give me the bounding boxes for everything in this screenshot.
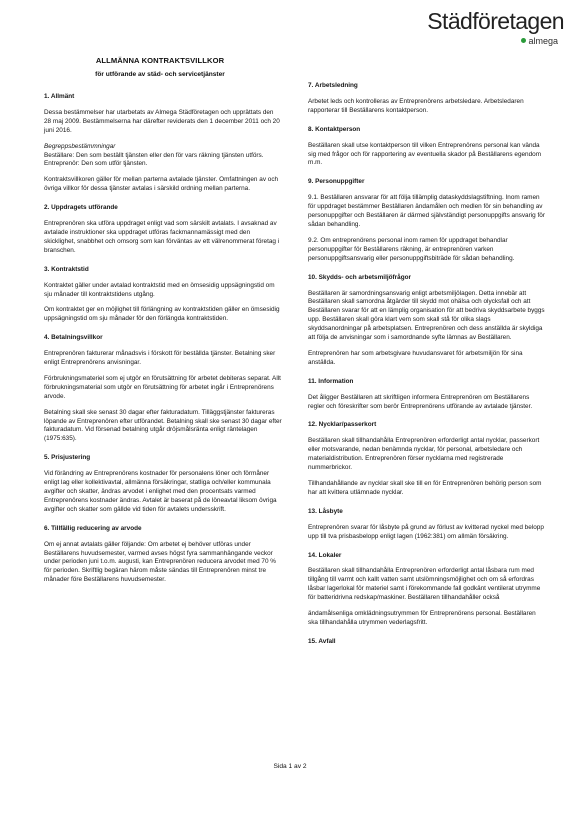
section-heading: 1. Allmänt (44, 93, 75, 100)
document-subtitle: för utförande av städ- och servicetjänster (95, 71, 225, 78)
section-paragraph: Om kontraktet ger en möjlighet till förlängning av kontraktstiden gäller en ömsesidig uppsägningstid om sju månader för den förlängda kontraktstiden. (44, 306, 280, 323)
section-paragraph: Det åligger Beställaren att skriftligen informera Entreprenören om Beställarens regler och föreskrifter som berör Entreprenörens utförande av avtalade tjänster. (308, 393, 533, 410)
section-paragraph: Entreprenören fakturerar månadsvis i förskott för beställda tjänster. Betalning sker enligt Entreprenörens anvisningar. (44, 350, 276, 367)
definition-line: Beställare: Den som beställt tjänsten eller den för vars räkning tjänsten utförs. (44, 151, 264, 159)
definitions-block (44, 143, 282, 170)
definition-line: Entreprenör: Den som utför tjänsten. (44, 160, 148, 168)
section-heading: 15. Avfall (308, 637, 336, 645)
section-heading: 8. Kontaktperson (308, 125, 361, 133)
company-logo (404, 8, 564, 52)
section-paragraph: Beställaren skall tillhandahålla Entreprenören erforderligt antal nycklar, passerkort eller motsvarande, nedan benämnda nycklar, för personal, arbetsledare och materialdistribution. Entreprenören förser nycklarna med registrerade nummerbrickor. (308, 437, 540, 472)
section-paragraph: ändamålsenliga omklädningsutrymmen för Entreprenörens personal. Beställaren ska tillhandahålla utrymmen vederlagsfritt. (308, 610, 536, 626)
section-paragraph: Entreprenören ska utföra uppdraget enligt vad som särskilt avtalats. I avsaknad av avtalade instruktioner ska uppdraget utföras fackmannamässigt med den skicklighet, snabbhet och omsorg som kan förväntas av ett välrenommerat företag i branschen. (44, 220, 280, 254)
section-heading: 7. Arbetsledning (308, 82, 358, 89)
section-heading: 12. Nycklar/passerkort (308, 421, 377, 429)
definitions-title: Begreppsbestämmningar (44, 142, 116, 150)
section-heading: 14. Lokaler (308, 551, 342, 559)
section-paragraph: Beställaren skall utse kontaktperson till vilken Entreprenörens personal kan vända sig med frågor och för rapportering av eventuella skador på Beställarens egendom m.m. (308, 141, 542, 167)
section-paragraph: Om ej annat avtalats gäller följande: Om arbetet ej behöver utföras under Beställarens huvudsemester, varmed avses högst fyra sammanhängande veckor under perioden juni t.o.m. augusti, kan Entreprenören reducera arvodet med 70 % för perioden. Skriftlig begäran härom måste sändas till Entreprenören minst tre månader före Beställarens huvudsemester. (44, 540, 276, 584)
logo-sub-label: almega (528, 36, 558, 46)
logo-wordmark: Städföretagen (427, 8, 564, 34)
section-heading: 13. Låsbyte (308, 507, 343, 515)
section-paragraph: Dessa bestämmelser har utarbetats av Almega Städföretagen och upprättats den 28 maj 2009. Bestämmelserna har därefter reviderats den 1 december 2011 och 20 juni 2016. (44, 108, 280, 134)
section-paragraph: Vid förändring av Entreprenörens kostnader för personalens löner och förmåner enligt lag eller kollektivavtal, allmänna försäkringar, statliga och/eller kommunala avgifter och skatter, ändras arvodet i enlighet med den procentsats varmed Entreprenörens kostnader ändras. Avtalet är baserat på de löneavtal liksom övriga avgifter och skatter som gällde vid tiden för avtalets undersskrift. (44, 470, 277, 513)
section-paragraph: Betalning skall ske senast 30 dagar efter fakturadatum. Tilläggstjänster faktureras löpande av Entreprenören efter utförandet. Betalning skall ske senast 30 dagar efter fakturadatum. Vid försenad betalning utgår dröjsmålsränta enligt räntelagen (1975:635). (44, 408, 282, 443)
section-paragraph: Kontraktsvillkoren gäller för mellan parterna avtalade tjänster. Omfattningen av och övriga villkor för dessa tjänster avtalas i särskild ordning mellan parterna. (44, 176, 279, 193)
section-paragraph: Arbetet leds och kontrolleras av Entreprenörens arbetsledare. Arbetsledaren rapporterar till Beställarens kontaktperson. (308, 97, 524, 114)
section-paragraph: 9.1. Beställaren ansvarar för att följa tillämplig dataskyddslagstiftning. Inom ramen för uppdraget bestämmer Beställaren ändamålen och medlen för sin behandling av personuppgifter och Beställaren är därmed självständigt personuppgifts ansvarig för sådan behandling. (308, 194, 545, 228)
section-heading: 9. Personuppgifter (308, 178, 365, 186)
section-paragraph: Tillhandahållande av nycklar skall ske till en för Entreprenören behörig person som har att kvittera utlämnade nycklar. (308, 480, 542, 496)
section-heading: 11. Information (308, 377, 354, 385)
page-number: Sida 1 av 2 (273, 763, 307, 770)
section-heading: 10. Skydds- och arbetsmiljöfrågor (308, 273, 411, 281)
section-heading: 5. Prisjustering (44, 454, 91, 462)
section-heading: 3. Kontraktstid (44, 265, 89, 273)
document-title: ALLMÄNNA KONTRAKTSVILLKOR (95, 56, 225, 65)
logo-dot-icon (521, 38, 526, 43)
logo-subtext (521, 36, 558, 46)
section-paragraph: Kontraktet gäller under avtalad kontraktstid med en ömsesidig uppsägningstid om sju månader till kontraktstidens utgång. (44, 281, 275, 298)
section-paragraph: Förbrukningsmateriel som ej utgör en förutsättning för arbetet debiteras separat. Allt förbrukningsmaterial som utgör en förutsättning för arbetet ingår i Entreprenörens arvode. (44, 374, 281, 400)
right-column (308, 82, 545, 654)
section-paragraph: Beställaren skall tillhandahålla Entreprenören erforderligt antal låsbara rum med tillgång till varmt och kallt vatten samt utslömningsmöjlighet och om så erfordras låsbar lagerlokal för materiel samt i förekommande fall godkänt ventilerat utrymme för batteridrivna redskap/maskiner. Beställaren tillhandahåller också (308, 567, 541, 602)
section-heading: 2. Uppdragets utförande (44, 204, 118, 212)
section-paragraph: Entreprenören har som arbetsgivare huvudansvaret för arbetsmiljön för sina anställda. (308, 349, 523, 366)
left-column (44, 93, 282, 592)
section-paragraph: 9.2. Om entreprenörens personal inom ramen för uppdraget behandlar personuppgifter för Beställarens räkning, är entreprenören varken personuppgiftsansvarig eller personuppgiftsbiträde för sådan behandling. (308, 236, 515, 262)
section-heading: 4. Betalningsvillkor (44, 334, 103, 342)
section-heading: 6. Tillfällig reducering av arvode (44, 524, 142, 532)
section-paragraph: Entreprenören svarar för låsbyte på grund av förlust av kvitterad nyckel med belopp upp till tva prisbasbelopp enligt lagen (1962:381) om allmän försäkring. (308, 523, 544, 540)
section-paragraph: Beställaren är samordningsansvarig enligt arbetsmiljölagen. Detta innebär att Beställaren skall samordna åtgärder till skydd mot ohälsa och olycksfall och att Beställaren svarar för att en lämplig organisation för att bedriva skyddsarbete byggs upp. Beställaren skall göra klart vem som skall stå för olika slags skyddsanordningar på arbetsplatsen. Entreprenören och dess anställda är skyldiga att följa de anvisningar som i samordnande syfte lämnas av Beställaren. (308, 289, 545, 342)
